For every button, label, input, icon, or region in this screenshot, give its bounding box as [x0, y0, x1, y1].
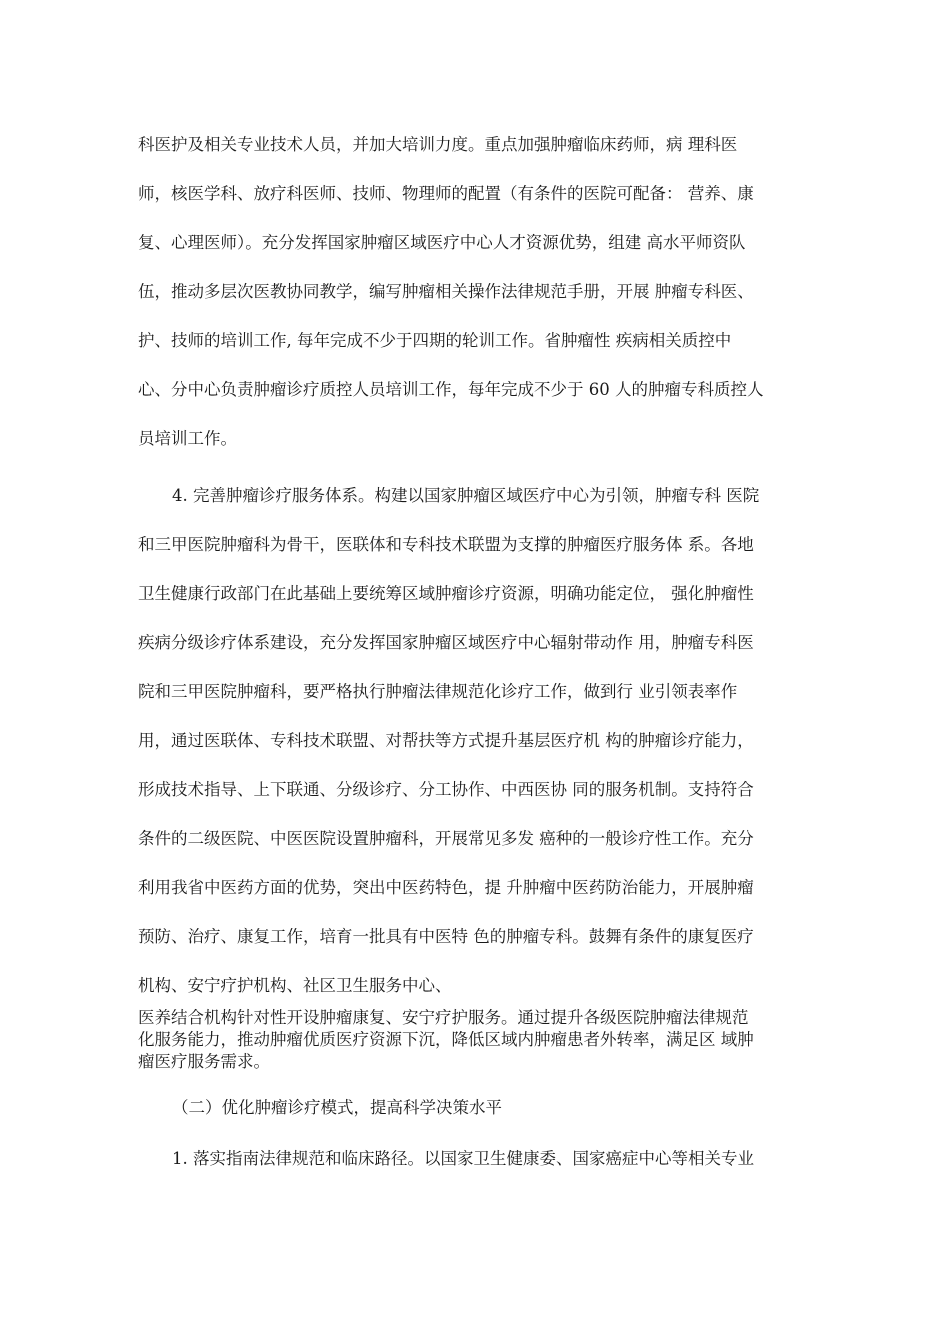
text-line: 利用我省中医药方面的优势，突出中医药特色，提 升肿瘤中医药防治能力，开展肿瘤	[138, 878, 754, 897]
text-line: 复、心理医师）。充分发挥国家肿瘤区域医疗中心人才资源优势，组建 高水平师资队	[138, 233, 746, 252]
section-heading: （二）优化肿瘤诊疗模式，提高科学决策水平	[172, 1098, 502, 1117]
text-line: 化服务能力，推动肿瘤优质医疗资源下沉，降低区域内肿瘤患者外转率，满足区 域肿	[138, 1030, 754, 1049]
text-line: 4. 完善肿瘤诊疗服务体系。构建以国家肿瘤区域医疗中心为引领，肿瘤专科 医院	[172, 486, 760, 505]
text-line: 卫生健康行政部门在此基础上要统筹区域肿瘤诊疗资源，明确功能定位， 强化肿瘤性	[138, 584, 754, 603]
text-line: 疾病分级诊疗体系建设，充分发挥国家肿瘤区域医疗中心辐射带动作 用，肿瘤专科医	[138, 633, 754, 652]
text-line: 形成技术指导、上下联通、分级诊疗、分工协作、中西医协 同的服务机制。支持符合	[138, 780, 754, 799]
text-line: 心、分中心负责肿瘤诊疗质控人员培训工作，每年完成不少于 60 人的肿瘤专科质控人	[138, 380, 764, 399]
text-line: 师，核医学科、放疗科医师、技师、物理师的配置（有条件的医院可配备： 营养、康	[138, 184, 754, 203]
text-line: 瘤医疗服务需求。	[138, 1052, 270, 1071]
text-line: 机构、安宁疗护机构、社区卫生服务中心、	[138, 976, 452, 995]
text-line: 科医护及相关专业技术人员，并加大培训力度。重点加强肿瘤临床药师，病 理科医	[138, 135, 738, 154]
text-line: 护、技师的培训工作, 每年完成不少于四期的轮训工作。省肿瘤性 疾病相关质控中	[138, 331, 732, 350]
text-line: 院和三甲医院肿瘤科，要严格执行肿瘤法律规范化诊疗工作，做到行 业引领表率作	[138, 682, 738, 701]
text-line: 医养结合机构针对性开设肿瘤康复、安宁疗护服务。通过提升各级医院肿瘤法律规范	[138, 1008, 749, 1027]
text-line: 员培训工作。	[138, 429, 237, 448]
text-line: 和三甲医院肿瘤科为骨干，医联体和专科技术联盟为支撑的肿瘤医疗服务体 系。各地	[138, 535, 754, 554]
paragraph-guidelines: 1. 落实指南法律规范和临床路径。以国家卫生健康委、国家癌症中心等相关专业	[172, 1149, 754, 1168]
text-line: 伍，推动多层次医教协同教学，编写肿瘤相关操作法律规范手册，开展 肿瘤专科医、	[138, 282, 754, 301]
text-line: 预防、治疗、康复工作，培育一批具有中医特 色的肿瘤专科。鼓舞有条件的康复医疗	[138, 927, 754, 946]
text-line: 用，通过医联体、专科技术联盟、对帮扶等方式提升基层医疗机 构的肿瘤诊疗能力，	[138, 731, 754, 750]
text-line: 条件的二级医院、中医医院设置肿瘤科，开展常见多发 癌种的一般诊疗性工作。充分	[138, 829, 754, 848]
